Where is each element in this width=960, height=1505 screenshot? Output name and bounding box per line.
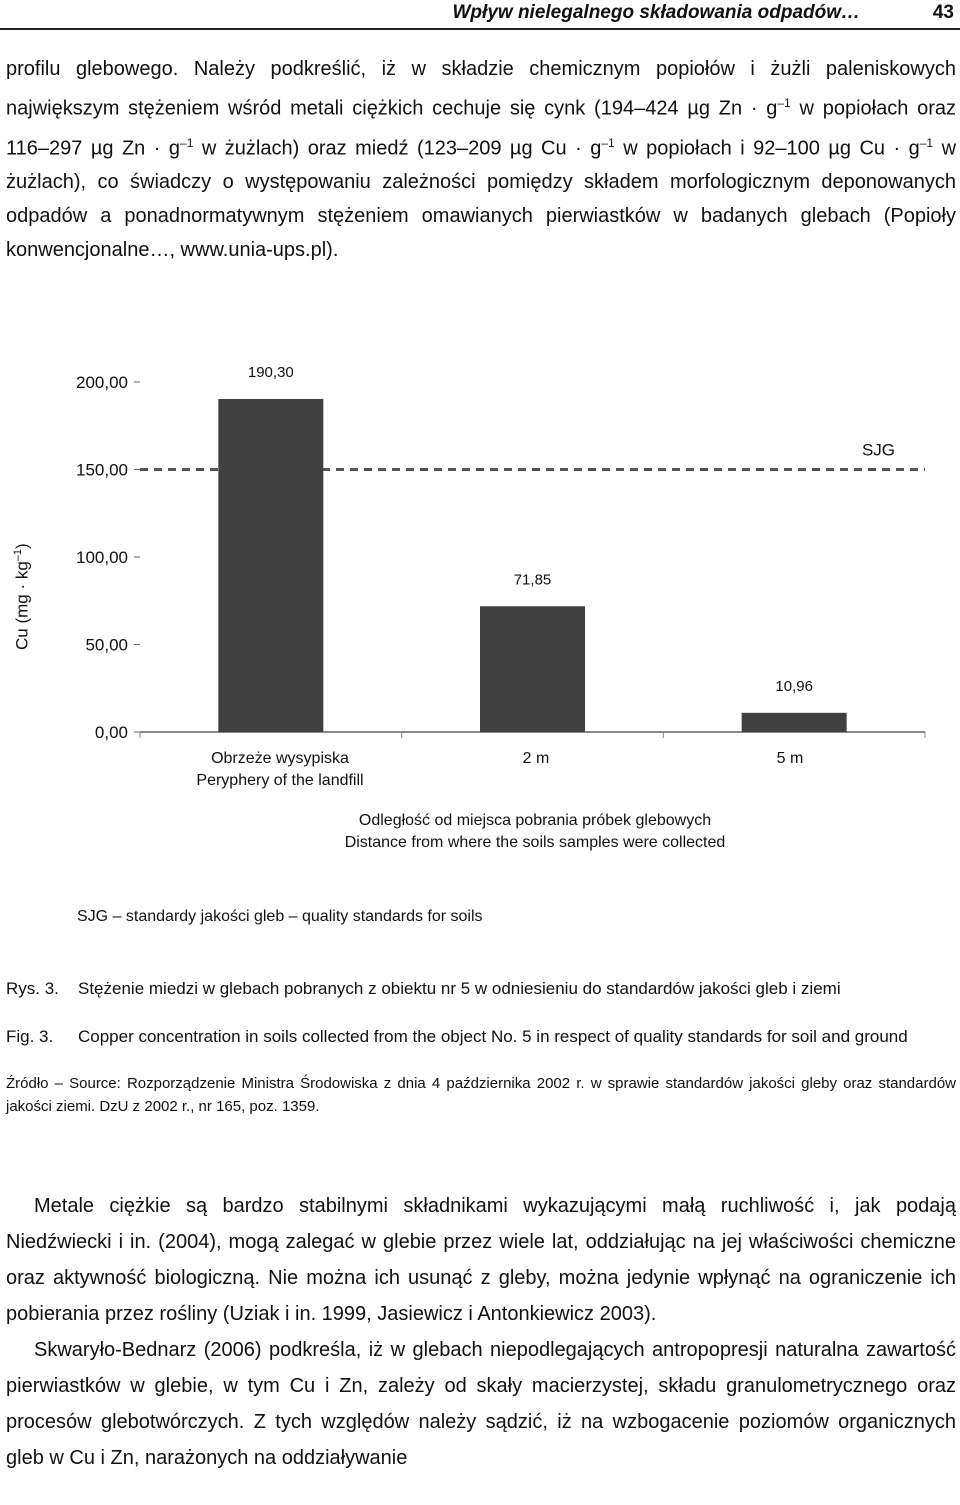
y-axis-label: [12, 543, 33, 650]
caption-pl-label: Rys. 3.: [6, 979, 59, 998]
y-tick-label: 200,00: [76, 373, 128, 392]
caption-pl: [6, 977, 956, 1001]
x-category-3: 5 m: [776, 750, 804, 767]
body-paragraph-1: Metale ciężkie są bardzo stabilnymi składnikami wykazującymi małą ruchliwość i, jak podają Niedźwiecki i in. (2004), mogą zalegać w glebie przez wiele lat, oddziałując na jej właściwości chemiczne oraz aktywność biologiczną. Nie można ich usunąć z gleby, można jedynie wpłynąć na ograniczenie ich pobierania przez rośliny (Uziak i in. 1999, Jasiewicz i Antonkiewicz 2003).: [6, 1195, 956, 1325]
x-category-1-pl: Obrzeże wysypiska: [211, 750, 349, 767]
intro-sup-3: –1: [601, 135, 615, 150]
running-header: [0, 0, 960, 30]
body-paragraph-2: Skwaryło-Bednarz (2006) podkreśla, iż w glebach niepodlegających antropopresji naturalna zawartość pierwiastków w glebie, w tym Cu i Zn, zależy od skały macierzystej, składu granulometrycznego oraz procesów glebotwórczych. Z tych względów należy sądzić, iż na wzbogacenie poziomów organicznych gleb w Cu i Zn, narażonych na oddziaływanie: [6, 1339, 956, 1469]
intro-text-1: profilu glebowego. Należy podkreślić, iż w składzie chemicznym popiołów i żużli paleniskowych największym stężeniem wśród metali ciężkich cechuje się cynk (194–424 µg Zn · g: [6, 58, 956, 120]
bar-data-label-3: 10,96: [775, 677, 813, 695]
x-category-1-en: Peryphery of the landfill: [196, 772, 364, 789]
intro-paragraph: [6, 52, 956, 267]
y-tick-label: 0,00: [94, 723, 128, 742]
caption-pl-text: Stężenie miedzi w glebach pobranych z obiektu nr 5 w odniesieniu do standardów jakości gleb i ziemi: [78, 979, 841, 998]
intro-text-2: w popiołach oraz 116–297 µg Zn · g: [6, 97, 956, 160]
intro-text-4: w popiołach i 92–100 µg Cu · g: [614, 137, 920, 160]
y-tick-label: 50,00: [85, 635, 128, 655]
x-axis-title-en: Distance from where the soils samples were collected: [344, 834, 726, 851]
y-axis-label-text: Cu (mg · kg: [12, 561, 32, 650]
bar-data-label-2: 71,85: [513, 571, 552, 589]
caption-en-text: Copper concentration in soils collected from the object No. 5 in respect of quality standards for soil and ground: [78, 1027, 908, 1046]
y-axis-label-end: ): [12, 543, 32, 549]
legend-note: SJG – standardy jakości gleb – quality standards for soils: [77, 908, 483, 925]
x-axis-title-pl: Odległość od miejsca pobrania próbek glebowych: [358, 812, 712, 829]
intro-text-3: w żużlach) oraz miedź (123–209 µg Cu · g: [193, 137, 602, 160]
intro-text-5: w żużlach), co świadczy o występowaniu zależności pomiędzy składem morfologicznym deponowanych odpadów a ponadnormatywnym stężeniem omawianych pierwiastków w badanych glebach (Popioły konwencjonalne…, www.unia-ups.pl).: [6, 137, 957, 262]
bar-3: [742, 713, 847, 732]
running-title: Wpływ nielegalnego składowania odpadów…: [452, 2, 860, 23]
intro-sup-4: –1: [919, 135, 934, 150]
intro-sup-1: –1: [777, 96, 791, 110]
copper-bar-chart: [0, 340, 960, 810]
body-text: [6, 1188, 956, 1476]
intro-sup-2: –1: [180, 135, 194, 150]
y-axis-label-sup: –1: [12, 548, 24, 562]
bar-data-label-1: 190,30: [247, 363, 294, 381]
bar-2: [480, 606, 585, 732]
sjg-reference-label: SJG: [861, 440, 895, 460]
y-tick-label: 100,00: [76, 548, 128, 567]
caption-en: [6, 1025, 956, 1049]
bar-1: [218, 399, 323, 732]
source-note: Źródło – Source: Rozporządzenie Ministra Środowiska z dnia 4 października 2002 r. w sprawie standardów jakości gleby oraz standardów jakości ziemi. DzU z 2002 r., nr 165, poz. 1359.: [6, 1075, 956, 1115]
caption-en-label: Fig. 3.: [6, 1027, 54, 1046]
page-number: 43: [932, 2, 954, 23]
y-tick-label: 150,00: [76, 460, 128, 480]
x-category-1: [160, 748, 400, 792]
x-category-2: 2 m: [522, 750, 550, 767]
x-axis-title: [300, 810, 770, 854]
